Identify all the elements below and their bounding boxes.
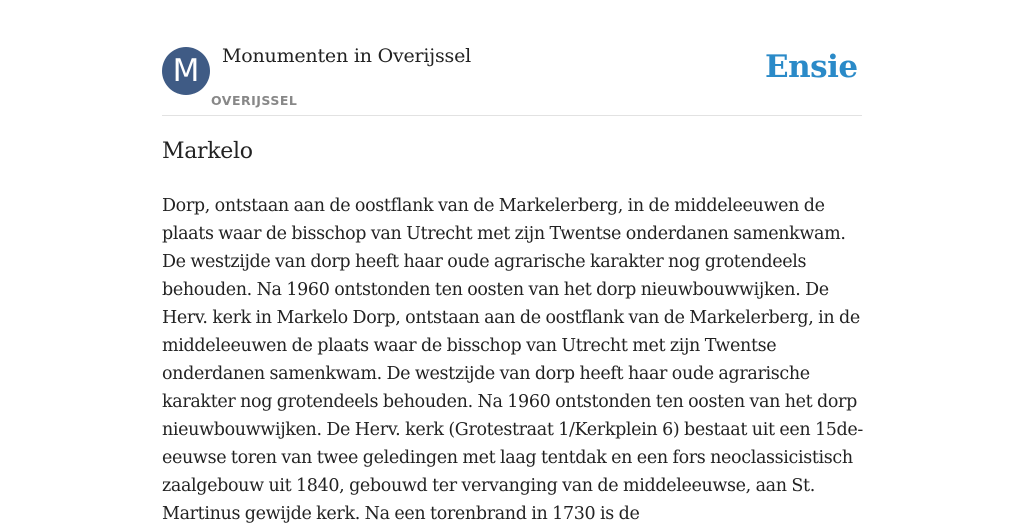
dictionary-title-link[interactable]: Monumenten in Overijssel — [222, 45, 472, 67]
header-divider — [162, 115, 862, 116]
entry-title: Markelo — [162, 139, 253, 164]
avatar[interactable]: M — [162, 47, 210, 95]
entry-body: Dorp, ontstaan aan de oostflank van de Markelerberg, in de middeleeuwen de plaats waar de bisschop van Utrecht met zijn Twentse onderdanen samenkwam. De westzijde van dorp heeft haar oude agrarische karakter nog grotendeels behouden. Na 1960 ontstonden ten oosten van het dorp nieuwbouwwijken. De Herv. kerk in Markelo Dorp, ontstaan aan de oostflank van de Markelerberg, in de middeleeuwen de plaats waar de bisschop van Utrecht met zijn Twentse onderdanen samenkwam. De westzijde van dorp heeft haar oude agrarische karakter nog grotendeels behouden. Na 1960 ontstonden ten oosten van het dorp nieuwbouwwijken. De Herv. kerk (Grotestraat 1/Kerkplein 6) bestaat uit een 15de-eeuwse toren van twee geledingen met laag tentdak en een fors neoclassicistisch zaalgebouw uit 1840, gebouwd ter vervanging van de middeleeuwse, aan St. Martinus gewijde kerk. Na een torenbrand in 1730 is de — [162, 196, 863, 524]
brand-logo[interactable]: Ensie — [765, 49, 858, 85]
category-label[interactable]: OVERIJSSEL — [211, 93, 298, 108]
